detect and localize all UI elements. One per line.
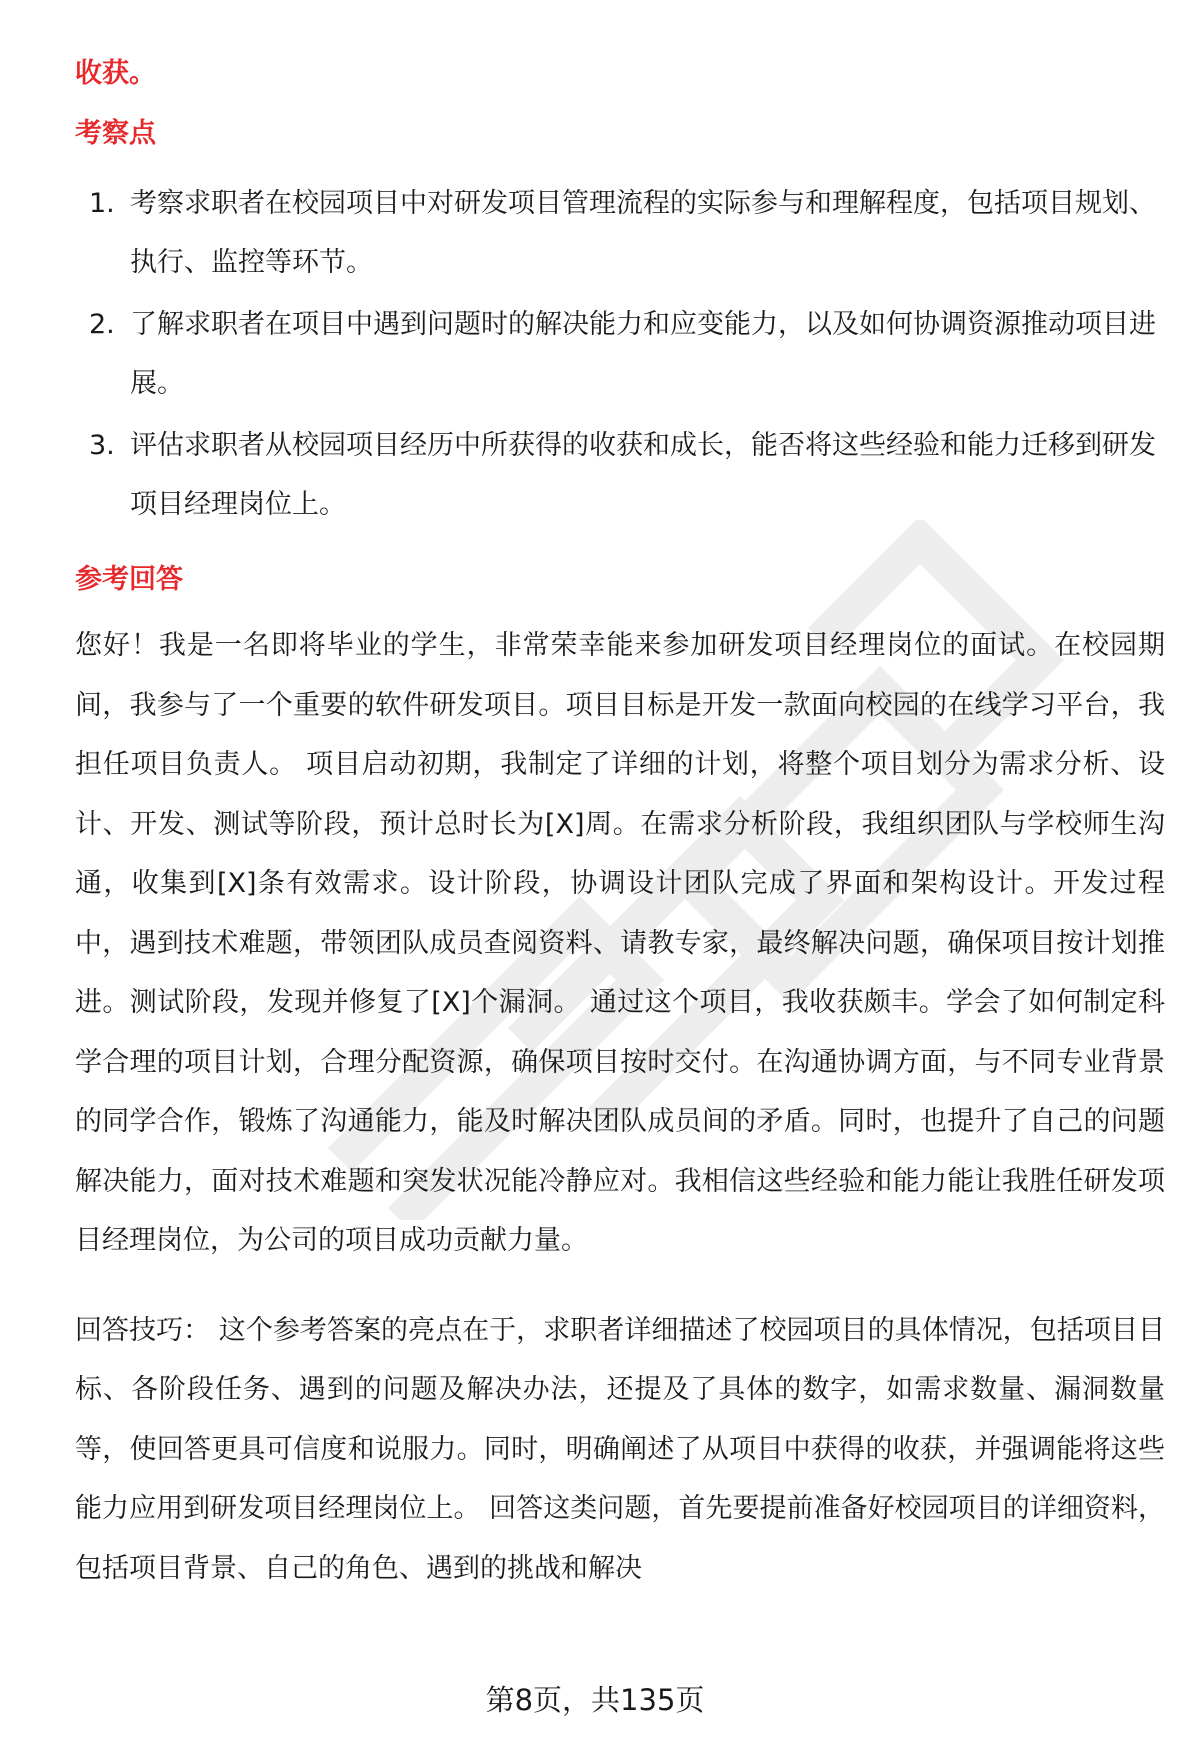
page-number-footer: 第8页，共135页 <box>485 1683 705 1717</box>
list-item-text: 了解求职者在项目中遇到问题时的解决能力和应变能力，以及如何协调资源推动项目进展。 <box>130 309 1156 399</box>
assessment-points-list <box>75 174 1165 534</box>
list-item <box>75 416 1165 534</box>
heading-reference-answer: 参考回答 <box>75 564 183 595</box>
answer-paragraph: 您好！我是一名即将毕业的学生，非常荣幸能来参加研发项目经理岗位的面试。在校园期间，我参与了一个重要的软件研发项目。项目目标是开发一款面向校园的在线学习平台，我担任项目负责人。 项目启动初期，我制定了详细的计划，将整个项目划分为需求分析、设计、开发、测试等阶段，预计总时长为[X]周。在需求分析阶段，我组织团队与学校师生沟通，收集到[X]条有效需求。设计阶段，协调设计团队完成了界面和架构设计。开发过程中，遇到技术难题，带领团队成员查阅资料、请教专家，最终解决问题，确保项目按计划推进。测试阶段，发现并修复了[X]个漏洞。 通过这个项目，我收获颇丰。学会了如何制定科学合理的项目计划，合理分配资源，确保项目按时交付。在沟通协调方面，与不同专业背景的同学合作，锻炼了沟通能力，能及时解决团队成员间的矛盾。同时，也提升了自己的问题解决能力，面对技术难题和突发状况能冷静应对。我相信这些经验和能力能让我胜任研发项目经理岗位，为公司的项目成功贡献力量。 <box>75 630 1165 1256</box>
main-content <box>75 52 1165 1598</box>
list-item-number: 2. <box>89 309 115 340</box>
list-item-number: 1. <box>89 188 115 219</box>
list-item <box>75 295 1165 413</box>
list-item-text: 考察求职者在校园项目中对研发项目管理流程的实际参与和理解程度，包括项目规划、执行、监控等环节。 <box>130 188 1156 278</box>
heading-gain: 收获。 <box>75 58 156 89</box>
tips-paragraph: 回答技巧： 这个参考答案的亮点在于，求职者详细描述了校园项目的具体情况，包括项目目标、各阶段任务、遇到的问题及解决办法，还提及了具体的数字，如需求数量、漏洞数量等，使回答更具可信度和说服力。同时，明确阐述了从项目中获得的收获，并强调能将这些能力应用到研发项目经理岗位上。 回答这类问题，首先要提前准备好校园项目的详细资料，包括项目背景、自己的角色、遇到的挑战和解决 <box>75 1314 1165 1584</box>
list-item <box>75 174 1165 292</box>
list-item-number: 3. <box>89 430 115 461</box>
heading-assessment-points: 考察点 <box>75 118 156 149</box>
list-item-text: 评估求职者从校园项目经历中所获得的收获和成长，能否将这些经验和能力迁移到研发项目经理岗位上。 <box>130 430 1156 520</box>
